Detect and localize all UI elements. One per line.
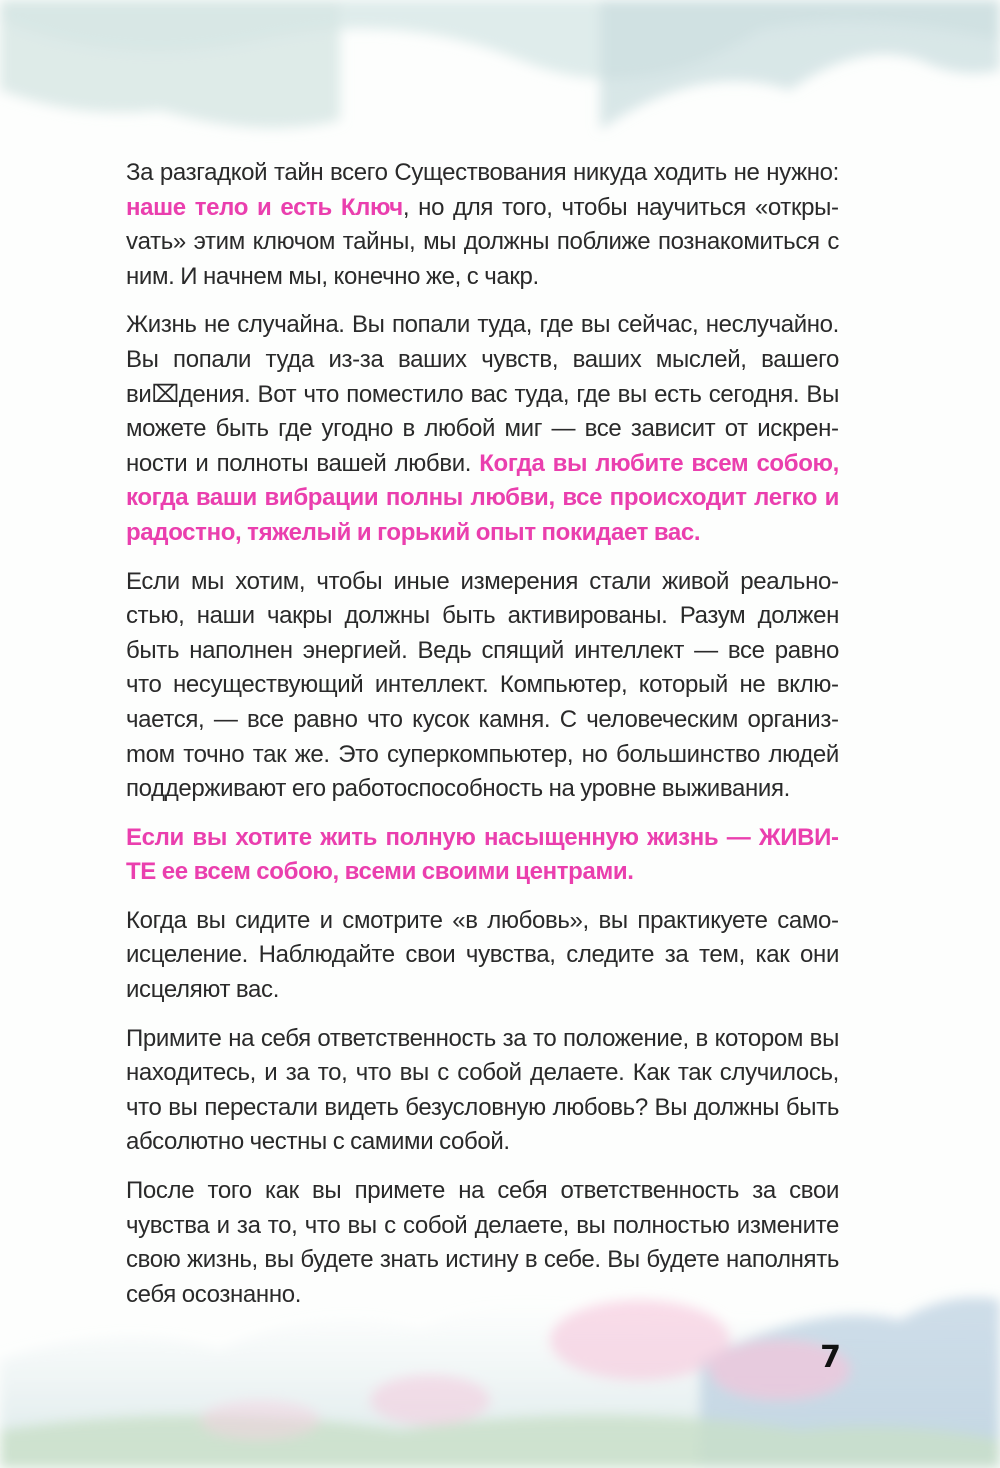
highlighted-text: Когда вы любите всем собою, когда ваши вибрации полны любви, все происходит легко и радостно, тяжелый и горький опыт покидает вас. [126, 449, 839, 546]
highlighted-text: Если вы хотите жить полную насыщенную жизнь — ЖИВИТЕ ее всем собою, всеми своими центрами. [126, 823, 839, 886]
text: Жизнь не случайна. Вы попали туда, где вы сейчас, неслучайно. Вы попали туда из-за ваших чувств, ваших мыслей, вашего ви⌧дения. Вот что поместило вас туда, где вы есть сегодня. Вы можете быть где угодно в любой миг — все зависит от искренности и полноты вашей любви. [126, 311, 839, 477]
text: Примите на себя ответственность за то положение, в котором вы находитесь, и за то, что вы с собой делаете. Как так случилось, что вы перестали видеть безусловную любовь? Вы должны быть абсолютно честны с самими собой. [126, 1024, 839, 1156]
page-content [126, 0, 839, 1376]
paragraph [126, 1174, 839, 1312]
text: , но для того, чтобы научиться «открыvать» этим ключом тайны, мы должны поближе познакомиться с ним. И начнем мы, конечно же, с чакр. [126, 193, 839, 290]
paragraph [126, 156, 839, 294]
paragraph [126, 904, 839, 1008]
text: За разгадкой тайн всего Существования никуда ходить не нужно: [126, 159, 839, 186]
paragraph [126, 308, 839, 550]
text: Если мы хотим, чтобы иные измерения стали живой реальностью, наши чакры должны быть активированы. Разум должен быть наполнен энергией. Ведь спящий интеллект — все равно что несуществующий интеллект. Компьютер, который не включается, — все равно что кусок камня. С человеческим организmом точно так же. Это суперкомпьютер, но большинство людей поддерживают его работоспособность на уровне выживания. [126, 567, 839, 803]
body-text [126, 156, 839, 1326]
highlighted-text: наше тело и есть Ключ [126, 193, 403, 221]
text: Когда вы сидите и смотрите «в любовь», вы практикуете самоисцеление. Наблюдайте свои чувства, следите за тем, как они исцеляют вас. [126, 906, 839, 1004]
paragraph [126, 821, 839, 890]
text: После того как вы примете на себя ответственность за свои чувства и за то, что вы с собой делаете, вы полностью измените свою жизнь, вы будете знать истину в себе. Вы будете наполнять себя осознанно. [126, 1177, 839, 1308]
paragraph [126, 1022, 839, 1160]
page-number: 7 [820, 1340, 841, 1376]
paragraph [126, 565, 839, 807]
